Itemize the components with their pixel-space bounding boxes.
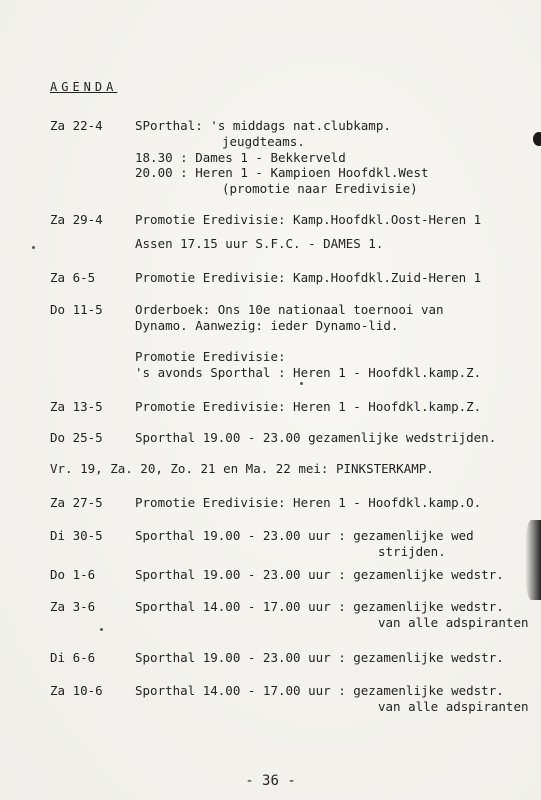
speck — [100, 628, 103, 631]
entry-text: 's avonds Sporthal : Heren 1 - Hoofdkl.kamp.Z. — [135, 365, 482, 380]
entry-text: Sporthal 19.00 - 23.00 uur : gezamenlijke wedstr. — [135, 650, 504, 665]
entry-date: Za 6-5 — [50, 270, 96, 285]
entry-text: Promotie Eredivisie: Heren 1 - Hoofdkl.kamp.O. — [135, 495, 482, 510]
entry-text: Sporthal 14.00 - 17.00 uur : gezamenlijke wedstr. — [135, 599, 504, 614]
agenda-heading: AGENDA — [50, 80, 118, 94]
entry-date: Do 11-5 — [50, 302, 103, 317]
scan-edge-shadow — [525, 520, 541, 600]
entry-date: Do 25-5 — [50, 430, 103, 445]
entry-text: Promotie Eredivisie: Kamp.Hoofdkl.Oost-Heren 1 — [135, 212, 482, 227]
entry-text: Assen 17.15 uur S.F.C. - DAMES 1. — [135, 236, 384, 251]
entry-text: SPorthal: 's middags nat.clubkamp. — [135, 118, 391, 133]
entry-date: Di 6-6 — [50, 650, 96, 665]
entry-text: jeugdteams. — [222, 134, 305, 149]
entry-date: Za 29-4 — [50, 212, 103, 227]
entry-text: (promotie naar Eredivisie) — [222, 181, 418, 196]
ink-smudge — [533, 132, 541, 146]
entry-text: Sporthal 19.00 - 23.00 uur : gezamenlijke wedstr. — [135, 567, 504, 582]
entry-text: 18.30 : Dames 1 - Bekkerveld — [135, 150, 346, 165]
entry-date: Do 1-6 — [50, 567, 96, 582]
speck — [300, 382, 303, 385]
entry-text: Sporthal 19.00 - 23.00 uur : gezamenlijke wed — [135, 528, 474, 543]
speck — [32, 246, 35, 249]
entry-text: strijden. — [378, 544, 446, 559]
entry-text: Promotie Eredivisie: — [135, 349, 286, 364]
entry-text: 20.00 : Heren 1 - Kampioen Hoofdkl.West — [135, 165, 429, 180]
entry-date: Za 27-5 — [50, 495, 103, 510]
entry-date: Za 13-5 — [50, 399, 103, 414]
entry-date: Za 10-6 — [50, 683, 103, 698]
entry-text: Promotie Eredivisie: Heren 1 - Hoofdkl.kamp.Z. — [135, 399, 482, 414]
entry-date: Di 30-5 — [50, 528, 103, 543]
entry-text: Dynamo. Aanwezig: ieder Dynamo-lid. — [135, 318, 399, 333]
entry-full-line: Vr. 19, Za. 20, Zo. 21 en Ma. 22 mei: PINKSTERKAMP. — [50, 461, 434, 476]
entry-text: Sporthal 14.00 - 17.00 uur : gezamenlijke wedstr. — [135, 683, 504, 698]
entry-text: Orderboek: Ons 10e nationaal toernooi van — [135, 302, 444, 317]
entry-text: van alle adspiranten — [378, 699, 529, 714]
page-number: - 36 - — [245, 773, 296, 789]
entry-text: van alle adspiranten — [378, 615, 529, 630]
entry-text: Sporthal 19.00 - 23.00 gezamenlijke wedstrijden. — [135, 430, 497, 445]
entry-date: Za 3-6 — [50, 599, 96, 614]
entry-text: Promotie Eredivisie: Kamp.Hoofdkl.Zuid-Heren 1 — [135, 270, 482, 285]
entry-date: Za 22-4 — [50, 118, 103, 133]
